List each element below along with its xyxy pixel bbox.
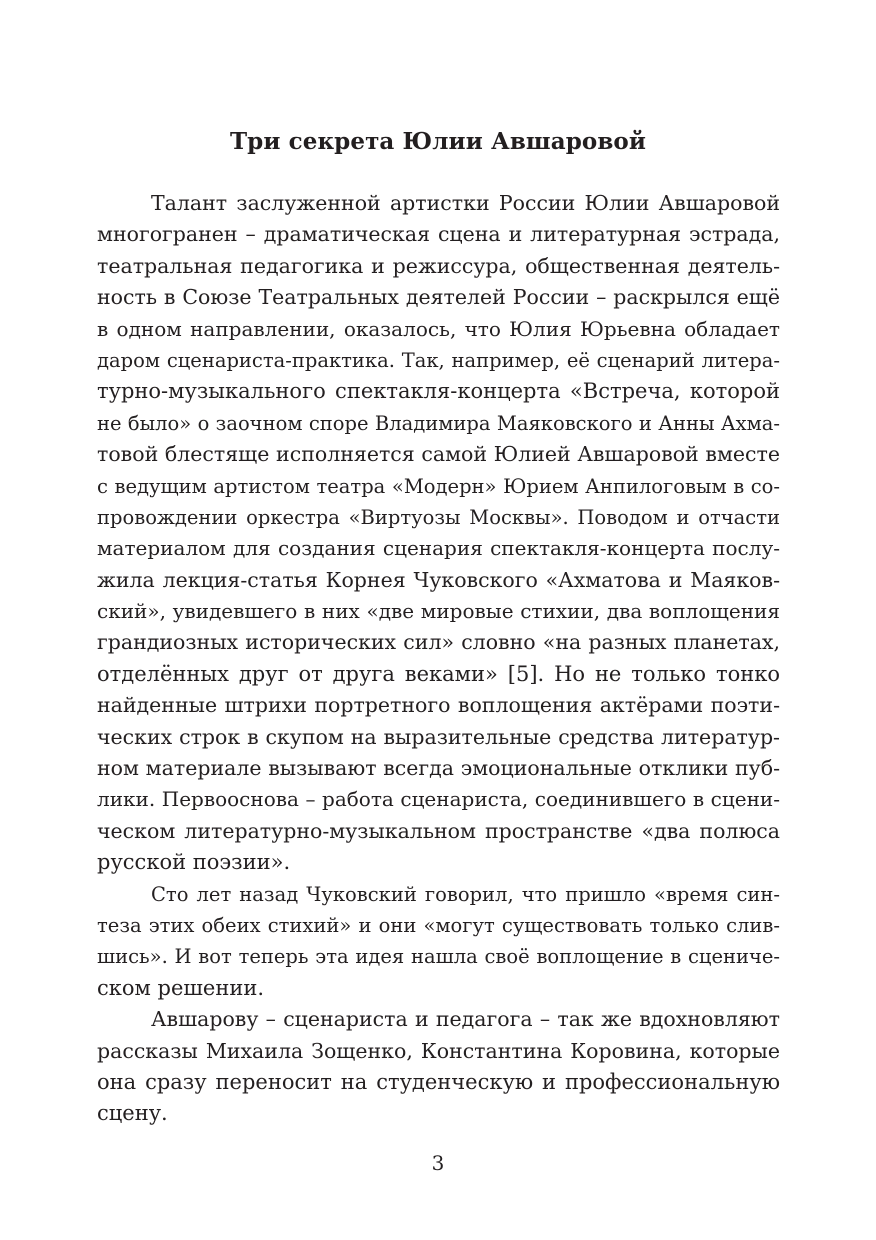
- text-line: грандиозных исторических сил» словно «на разных планетах,: [97, 630, 780, 655]
- chapter-title: Три секрета Юлии Авшаровой: [229, 128, 647, 155]
- article-body: [97, 188, 780, 1130]
- page-number: 3: [431, 1151, 445, 1175]
- text-line: ность в Союзе Театральных деятелей России – раскрылся ещё: [97, 285, 780, 310]
- text-line: провождении оркестра «Виртуозы Москвы». Поводом и отчасти: [97, 505, 780, 529]
- text-line: сцену.: [97, 1101, 168, 1126]
- paragraph-1: [97, 188, 780, 879]
- text-line: ческом литературно-музыкальном пространстве «два полюса: [97, 818, 780, 843]
- text-line: отделённых друг от друга веками» [5]. Но не только тонко: [97, 661, 780, 686]
- text-line: Сто лет назад Чуковский говорил, что пришло «время син-: [151, 882, 780, 906]
- text-line: жила лекция-статья Корнея Чуковского «Ахматова и Маяков-: [97, 567, 780, 592]
- text-line: ческих строк в скупом на выразительные средства литератур-: [97, 724, 780, 749]
- text-line: Талант заслуженной артистки России Юлии Авшаровой: [151, 191, 780, 215]
- text-line: она сразу переносит на студенческую и профессиональную: [97, 1069, 780, 1094]
- text-line: ском решении.: [97, 975, 265, 1000]
- text-line: товой блестяще исполняется самой Юлией Авшаровой вместе: [97, 442, 780, 467]
- text-line: материалом для создания сценария спектакля-концерта послу-: [97, 536, 780, 561]
- paragraph-2: [97, 879, 780, 1005]
- text-line: лики. Первооснова – работа сценариста, соединившего в сцени-: [97, 787, 780, 812]
- text-line: найденные штрихи портретного воплощения актёрами поэти-: [97, 693, 780, 718]
- text-line: в одном направлении, оказалось, что Юлия Юрьевна обладает: [97, 316, 780, 341]
- text-line: с ведущим артистом театра «Модерн» Юрием Анпилоговым в со-: [97, 474, 780, 498]
- text-line: даром сценариста-практика. Так, например, её сценарий литера-: [97, 348, 780, 372]
- text-line: русской поэзии».: [97, 850, 291, 875]
- text-line: ном материале вызывают всегда эмоциональные отклики пуб-: [97, 756, 780, 781]
- text-line: теза этих обеих стихий» и они «могут существовать только слив-: [97, 913, 780, 937]
- text-line: театральная педагогика и режиссура, общественная деятель-: [97, 253, 780, 278]
- text-line: многогранен – драматическая сцена и литературная эстрада,: [97, 222, 780, 247]
- text-line: турно-музыкального спектакля-концерта «Встреча, которой: [97, 379, 780, 404]
- text-line: шись». И вот теперь эта идея нашла своё воплощение в сцениче-: [97, 945, 780, 969]
- text-line: ский», увидевшего в них «две мировые стихии, два воплощения: [97, 599, 780, 624]
- text-line: Авшарову – сценариста и педагога – так же вдохновляют: [151, 1007, 780, 1032]
- paragraph-3: [97, 1004, 780, 1130]
- text-line: рассказы Михаила Зощенко, Константина Коровина, которые: [97, 1038, 780, 1063]
- text-line: не было» о заочном споре Владимира Маяковского и Анны Ахма-: [97, 411, 780, 435]
